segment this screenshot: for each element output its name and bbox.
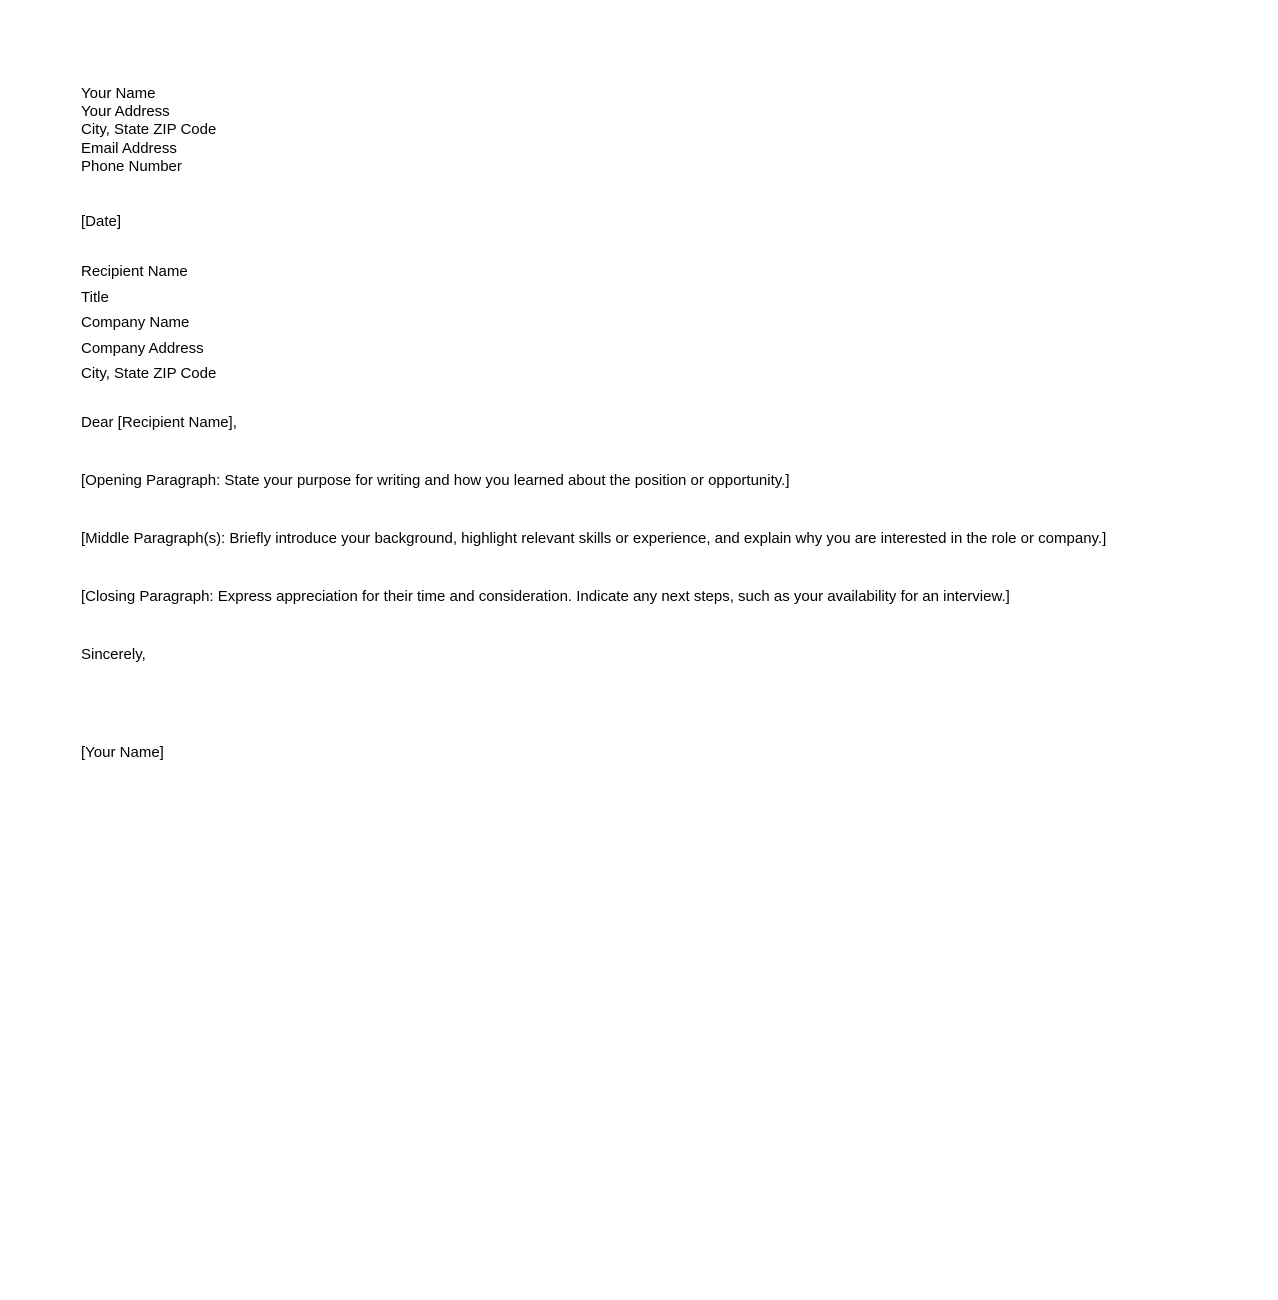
sender-address-block <box>81 85 1201 176</box>
sender-name: Your Name <box>81 85 156 102</box>
recipient-company-address: Company Address <box>81 339 204 357</box>
salutation: Dear [Recipient Name], <box>81 413 237 431</box>
opening-paragraph: [Opening Paragraph: State your purpose for writing and how you learned about the position or opportunity.] <box>81 471 790 489</box>
closing-paragraph: [Closing Paragraph: Express appreciation for their time and consideration. Indicate any next steps, such as your availability for an interview.] <box>81 587 1010 605</box>
sender-address: Your Address <box>81 103 170 121</box>
recipient-address-block <box>81 259 1201 387</box>
recipient-name: Recipient Name <box>81 263 188 281</box>
signature-space <box>81 664 1201 744</box>
signature-name: [Your Name] <box>81 743 164 761</box>
letter-date: [Date] <box>81 213 122 231</box>
letter-body <box>81 85 1201 762</box>
middle-paragraph: [Middle Paragraph(s): Briefly introduce your background, highlight relevant skills or experience, and explain why you are interested in the role or company.] <box>81 529 1107 547</box>
recipient-city-state-zip: City, State ZIP Code <box>81 365 217 383</box>
sender-phone: Phone Number <box>81 157 182 175</box>
recipient-title: Title <box>81 288 109 306</box>
valediction: Sincerely, <box>81 645 146 663</box>
sender-email: Email Address <box>81 139 177 157</box>
sender-city-state-zip: City, State ZIP Code <box>81 121 217 139</box>
recipient-company-name: Company Name <box>81 314 190 332</box>
